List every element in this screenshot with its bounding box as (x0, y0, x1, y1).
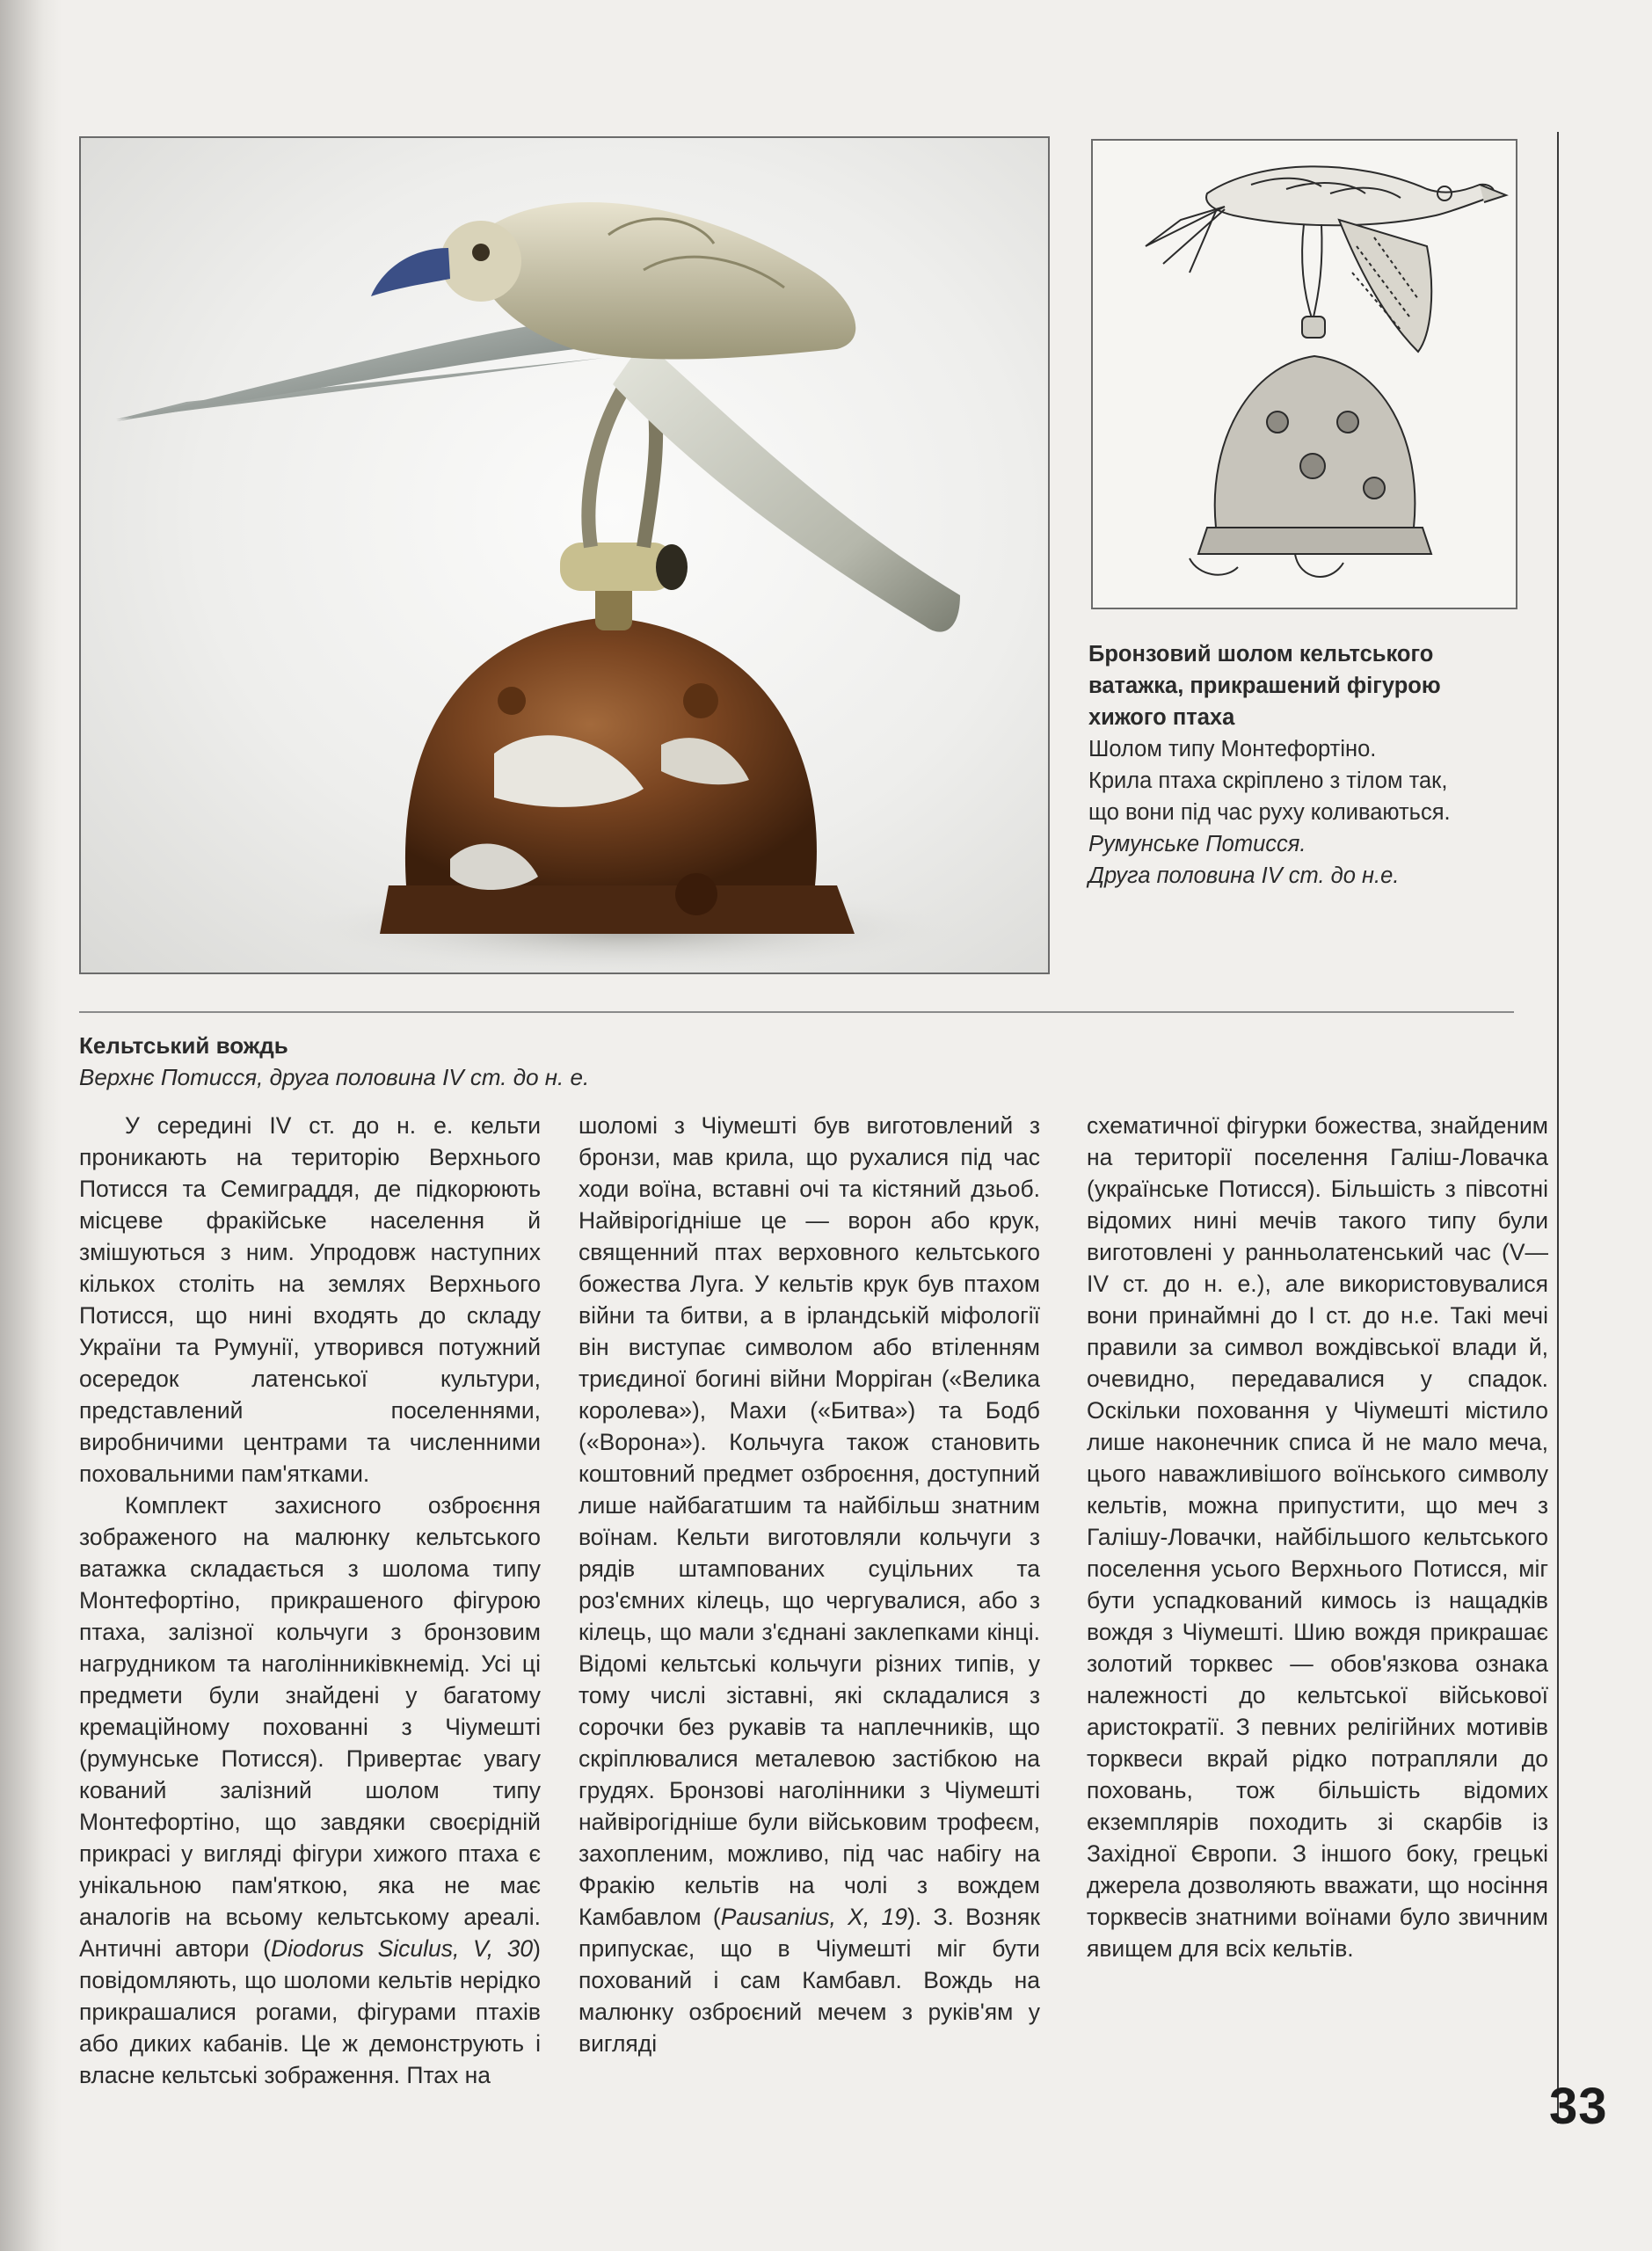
figure-caption (1088, 638, 1546, 892)
paragraph-2-text: Комплект захисного озброєння зображеного на малюнку кельтського ватажка складається з шолома типу Монтефортіно, прикрашеного фігурою птаха, залізної кольчуги з бронзовим нагрудником та наголінниківкнемід. Усі ці предмети були знайдені у багатому кремаційному похованні з Чіумешті (румунське Потисся). Привертає увагу кований залізний шолом типу Монтефортіно, що завдяки своєрідній прикрасі у вигляді фігури хижого птаха є унікальною пам'яткою, яка не має аналогів на всьому кельтському ареалі. Античні автори ( (79, 1492, 541, 1962)
helmet-drawing (1091, 139, 1517, 609)
caption-title-line-2: ватажка, прикрашений фігурою (1088, 674, 1441, 698)
caption-line-1: Шолом типу Монтефортіно. (1088, 737, 1377, 761)
citation-diodorus: Diodorus Siculus, V, 30 (270, 1935, 534, 1962)
caption-line-2: Крила птаха скріплено з тілом так, (1088, 769, 1448, 793)
paragraph-1: У середині IV ст. до н. е. кельти проникають на територію Верхнього Потисся та Семиграддя, де підкорюють місцеве фракійське населення й змішуються з ним. Упродовж наступних кількох століть на землях Верхнього Потисся, що нині входять до складу України та Румунії, утворився потужний осередок латенської культури, представлений поселеннями, виробничими центрами та численними поховальними пам'ятками. (79, 1112, 541, 1487)
paragraph-3-tail: ). З. Возняк припускає, що в Чіумешті міг бути похований і сам Камбавл. Вождь на малюнку озброєний мечем з руків'ям у вигляді (579, 1904, 1041, 2057)
paragraph-3 (579, 1110, 1040, 2059)
paragraph-4: схематичної фігурки божества, знайденим на території поселення Галіш-Ловачка (українське Потисся). Більшість з півсотні відомих нині мечів такого типу були виготовлені у ранньолатенський час (V—IV ст. до н. е.), але використовувалися вони принаймні до I ст. до н.е. Такі мечі правили за символ вождівської влади й, очевидно, передавалися у спадок. Оскільки поховання у Чіумешті містило лише наконечник списа й не мало меча, цього наважливішого воїнського символу кельтів, можна припустити, що меч з Галішу-Ловачки, найбільшого кельтського поселення усього Верхнього Потисся, міг бути успадкований кимось із нащадків вождя з Чіумешті. Шию вождя прикрашає золотий торквес — обов'язкова ознака належності до кельтської військової аристократії. З певних релігійних мотивів торквеси вкрай рідко потрапляли до поховань, тож більшість відомих екземплярів походить зі скарбів із Західної Європи. З іншого боку, грецькі джерела дозволяють вважати, що носіння торквесів знатними воїнами було звичним явищем для всіх кельтів. (1087, 1112, 1548, 1962)
paragraph-2 (79, 1490, 541, 2091)
text-column-1 (79, 1110, 541, 2091)
caption-title-line-3: хижого птаха (1088, 705, 1235, 730)
bronze-helmet-bird-photo-icon (81, 138, 1048, 973)
caption-italic-line-1: Румунське Потисся. (1088, 832, 1306, 856)
text-column-3 (1087, 1110, 1548, 1964)
caption-line-3: що вони під час руху коливаються. (1088, 800, 1451, 825)
caption-title-line-1: Бронзовий шолом кельтського (1088, 642, 1434, 667)
paragraph-2-tail: ) повідомляють, що шоломи кельтів нерідко прикрашалися рогами, фігурами птахів або диких кабанів. Це ж демонструють і власне кельтські зображення. Птах на (79, 1935, 541, 2088)
section-subtitle: Верхнє Потисся, друга половина IV ст. до н. е. (79, 1064, 590, 1090)
helmet-photo (79, 136, 1050, 974)
section-title: Кельтський вождь (79, 1032, 288, 1059)
section-divider (79, 1011, 1514, 1013)
caption-italic-line-2: Друга половина IV ст. до н.е. (1088, 863, 1400, 888)
helmet-line-drawing-icon (1093, 141, 1516, 608)
right-margin-rule (1557, 132, 1559, 2124)
paragraph-3-text: шоломі з Чіумешті був виготовлений з бронзи, мав крила, що рухалися під час ходи воїна, вставні очі та кістяний дзьоб. Найвірогідніше це — ворон або крук, священний птах верховного кельтського божества Луга. У кельтів крук був птахом війни та битви, а в ірландській міфології він виступає символом або втіленням триєдиної богині війни Морріган («Велика королева»), Махи («Битва») та Бодб («Ворона»). Кольчуга також становить коштовний предмет озброєння, доступний лише найбагатшим та найбільш знатним воїнам. Кельти виготовляли кольчуги з рядів штампованих суцільних та роз'ємних кілець, що чергувалися, або з кілець, що мали з'єднані заклепками кінці. Відомі кельтські кольчуги різних типів, у тому числі зіставні, які складалися з сорочки без рукавів та наплечників, що скріплювалися металевою застібкою на грудях. Бронзові наголінники з Чіумешті найвірогідніше були військовим трофеєм, захопленим, можливо, під час набігу на Фракію кельтів на чолі з вождем Камбавлом ( (579, 1112, 1040, 1930)
page-gutter-shadow (0, 0, 62, 2251)
page-number: 33 (1549, 2078, 1608, 2135)
citation-pausanius: Pausanius, X, 19 (720, 1904, 907, 1930)
text-column-2 (579, 1110, 1040, 2059)
